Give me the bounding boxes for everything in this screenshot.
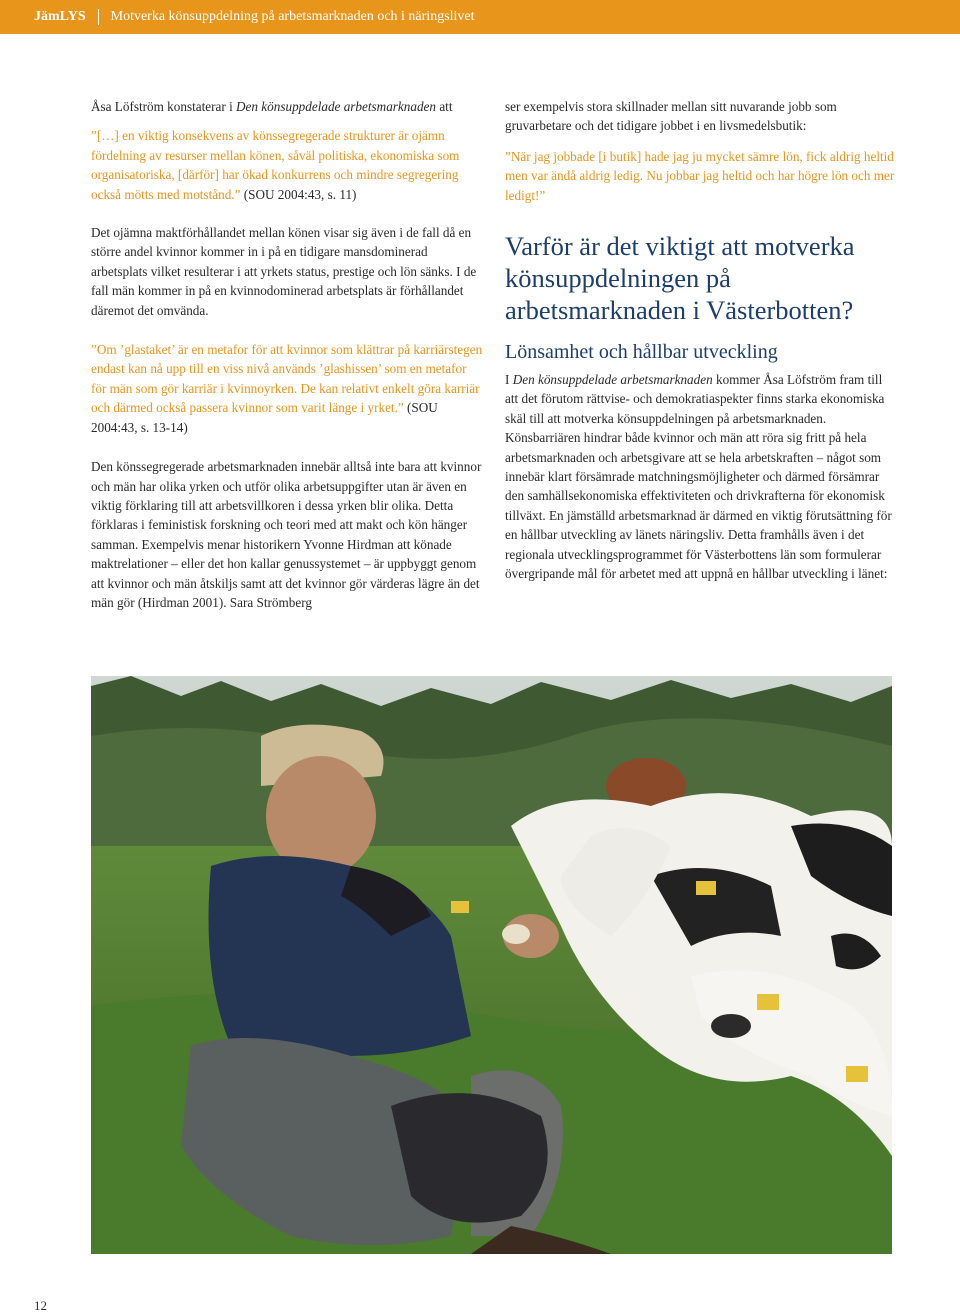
body-paragraph-segregation: Den könssegregerade arbetsmarknaden innebär alltså inte bara att kvinnor och män har olika yrken och utför olika arbetsuppgifter utan är även en viktig förklaring till att arbetsvillkoren i dessa yrken blir olika. Detta förklaras i feministisk forskning och teori med att makt och kön hänger samman. Exempelvis menar historikern Yvonne Hirdman att könade maktrelationer – eller det hon kallar genussystemet – är uppbyggt genom att kvinnor och män åtskiljs samt att det kvinnor gör värderas lägre än det män gör (Hirdman 2001). Sara Strömberg xyxy=(91,459,482,610)
header-brand: JämLYS xyxy=(34,9,86,24)
section-heading: Varför är det viktigt att motverka könsuppdelningen på arbetsmarknaden i Västerbotten? xyxy=(505,231,855,326)
running-header xyxy=(0,0,960,34)
left-intro-text-end: att xyxy=(436,99,453,114)
page-number: 12 xyxy=(34,1298,47,1313)
right-body-book-title: Den könsuppdelade arbetsmarknaden xyxy=(512,372,713,388)
header-divider xyxy=(98,9,99,25)
subsection-heading: Lönsamhet och hållbar utveckling xyxy=(505,341,778,364)
quote-glass-ceiling xyxy=(91,340,484,437)
left-intro-text: Åsa Löfström konstaterar i xyxy=(91,99,237,114)
quote-sou-11 xyxy=(91,126,484,204)
miner-quote: ”När jag jobbade [i butik] hade jag ju mycket sämre lön, fick aldrig heltid men var ändå aldrig ledig. Nu jobbar jag heltid och har högre lön och mer ledigt!” xyxy=(505,148,895,203)
right-body-paragraph xyxy=(505,370,895,583)
quote-text: ”[…] en viktig konsekvens av könssegregerade strukturer är ojämn fördelning av resurser mellan könen, såväl politiska, ekonomiska som organisatoriska, [därför] har ökad konkurrens och mindre segregering också mötts med motstånd.” xyxy=(91,128,460,202)
quote-text: ”Om ’glastaket’ är en metafor för att kvinnor som klättrar på karriärstegen endast kan nå upp till en viss nivå används ’glashissen’ som en metafor för män som gör karriär i kvinnoyrken. De kan relativt enkelt göra karriär och därmed också passera kvinnor som varit länge i yrket.” xyxy=(91,342,483,416)
left-intro-book-title: Den könsuppdelade arbetsmarknaden xyxy=(236,99,437,114)
header-title: Motverka könsuppdelning på arbetsmarknaden och i näringslivet xyxy=(110,9,475,24)
photo-man-with-cows xyxy=(91,676,892,1254)
left-intro xyxy=(91,97,484,116)
left-column xyxy=(91,97,484,612)
right-body-text-end: kommer Åsa Löfström fram till att det förutom rättvise- och demokratiaspekter finns starka ekonomiska skäl till att motverka könsuppdelningen på arbetsmarknaden. Könsbarriären hindrar både kvinnor och män att röra sig fritt på hela arbetsmarknaden och arbetsgivare att se hela arbetskraften – något som innebär klart försämrade matchningsmöjligheter och därmed försämrar den samhällsekonomiska effektiviteten och drivkrafterna för ekonomisk tillväxt. En jämställd arbetsmarknad är därmed en viktig förutsättning för en hållbar utveckling av länets näringsliv. Detta framhålls även i det regionala utvecklingsprogrammet för Västerbottens län som formulerar övergripande mål för arbetet med att uppnå en hållbar utveckling i länet: xyxy=(505,372,892,582)
right-body-text: I xyxy=(505,372,513,388)
quote-reference: (SOU 2004:43, s. 13-14) xyxy=(91,400,438,435)
body-paragraph-power: Det ojämna maktförhållandet mellan könen visar sig även i de fall då en större andel kvinnor kommer in i på en tidigare mansdominerad arbetsplats vilket resulterar i att yrkets status, prestige och lön sänks. I de fall män kommer in på en kvinnodominerad arbetsplats är förhållandet däremot det omvända. xyxy=(91,225,477,318)
right-intro: ser exempelvis stora skillnader mellan sitt nuvarande jobb som gruvarbetare och det tidigare jobbet i en livsmedelsbutik: xyxy=(505,99,837,134)
quote-reference: (SOU 2004:43, s. 11) xyxy=(240,186,357,202)
right-column xyxy=(505,97,895,584)
